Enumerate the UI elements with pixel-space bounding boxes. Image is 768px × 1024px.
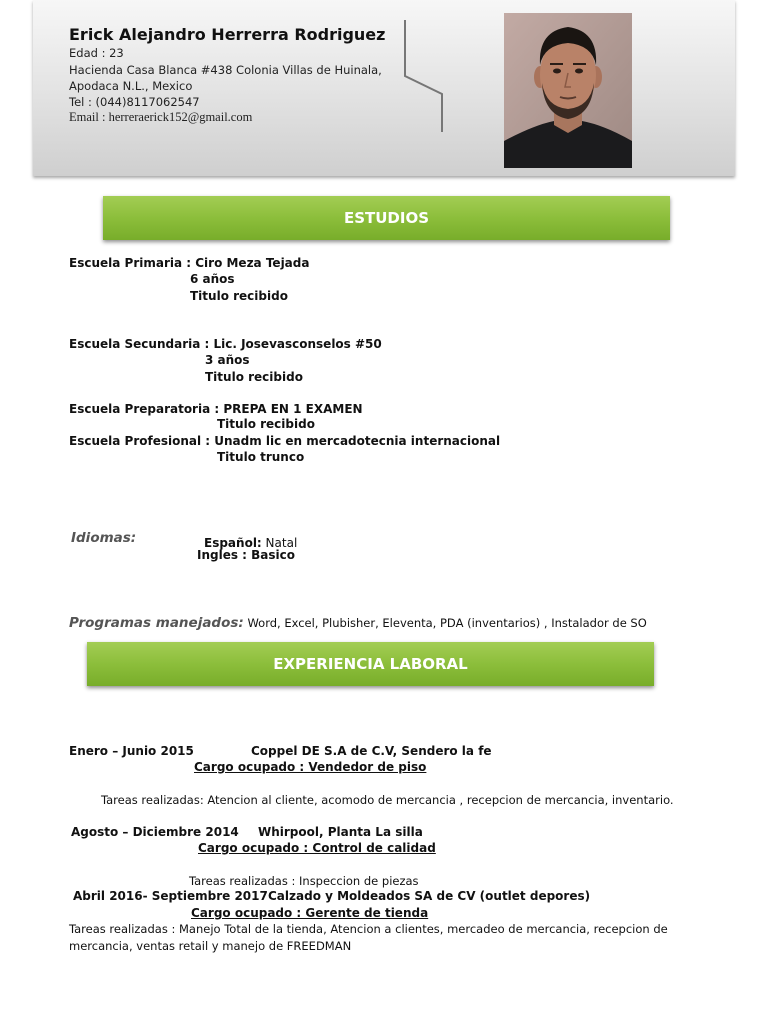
job-2-company: Whirpool, Planta La silla bbox=[258, 825, 423, 839]
prep-school-status: Titulo recibido bbox=[217, 417, 315, 431]
job-3-period: Abril 2016- Septiembre 2017 bbox=[73, 889, 268, 903]
email-text: Email : herreraerick152@gmail.com bbox=[69, 110, 253, 124]
primary-school-status: Titulo recibido bbox=[190, 289, 288, 303]
job-2-period: Agosto – Diciembre 2014 bbox=[71, 825, 239, 839]
job-1-position: Cargo ocupado : Vendedor de piso bbox=[194, 760, 427, 774]
professional-school-status: Titulo trunco bbox=[217, 450, 305, 464]
job-3-tasks-line-1: Tareas realizadas : Manejo Total de la tienda, Atencion a clientes, mercadeo de mercancia, recepcion de bbox=[69, 922, 668, 936]
address-line-2: Apodaca N.L., Mexico bbox=[69, 79, 193, 93]
languages-heading: Idiomas: bbox=[71, 530, 137, 546]
job-1-tasks: Tareas realizadas: Atencion al cliente, acomodo de mercancia , recepcion de mercancia, inventario. bbox=[101, 793, 674, 807]
spanish-label: Español: bbox=[204, 536, 262, 550]
job-3-position: Cargo ocupado : Gerente de tienda bbox=[191, 906, 429, 920]
job-3-tasks-line-2: mercancia, ventas retail y manejo de FREEDMAN bbox=[69, 939, 352, 953]
spanish-level: Natal bbox=[261, 536, 298, 550]
studies-section-header: ESTUDIOS bbox=[103, 196, 670, 240]
age-text: Edad : 23 bbox=[69, 46, 124, 60]
profile-photo bbox=[504, 13, 632, 168]
job-2-position: Cargo ocupado : Control de calidad bbox=[198, 841, 436, 855]
decorative-bracket-line bbox=[403, 18, 447, 134]
secondary-school-label: Escuela Secundaria : Lic. Josevasconselos #50 bbox=[69, 337, 382, 351]
professional-school-label: Escuela Profesional : Unadm lic en mercadotecnia internacional bbox=[69, 434, 501, 448]
address-line-1: Hacienda Casa Blanca #438 Colonia Villas de Huinala, bbox=[69, 63, 382, 77]
primary-school-years: 6 años bbox=[190, 272, 235, 286]
job-2-tasks: Tareas realizadas : Inspeccion de piezas bbox=[189, 874, 419, 888]
programs-line bbox=[69, 612, 647, 631]
prep-school-label: Escuela Preparatoria : PREPA EN 1 EXAMEN bbox=[69, 402, 363, 416]
secondary-school-status: Titulo recibido bbox=[205, 370, 303, 384]
programs-list: Word, Excel, Plubisher, Eleventa, PDA (inventarios) , Instalador de SO bbox=[243, 616, 647, 630]
experience-section-header: EXPERIENCIA LABORAL bbox=[87, 642, 654, 686]
secondary-school-years: 3 años bbox=[205, 353, 250, 367]
programs-heading: Programas manejados: bbox=[69, 615, 244, 631]
job-1-company: Coppel DE S.A de C.V, Sendero la fe bbox=[251, 744, 492, 758]
job-3-company: Calzado y Moldeados SA de CV (outlet depores) bbox=[268, 889, 591, 903]
primary-school-label: Escuela Primaria : Ciro Meza Tejada bbox=[69, 256, 310, 270]
phone-text: Tel : (044)8117062547 bbox=[69, 95, 200, 109]
job-1-period: Enero – Junio 2015 bbox=[69, 744, 194, 758]
english-language: Ingles : Basico bbox=[197, 548, 296, 562]
candidate-name: Erick Alejandro Herrerra Rodriguez bbox=[69, 25, 386, 44]
